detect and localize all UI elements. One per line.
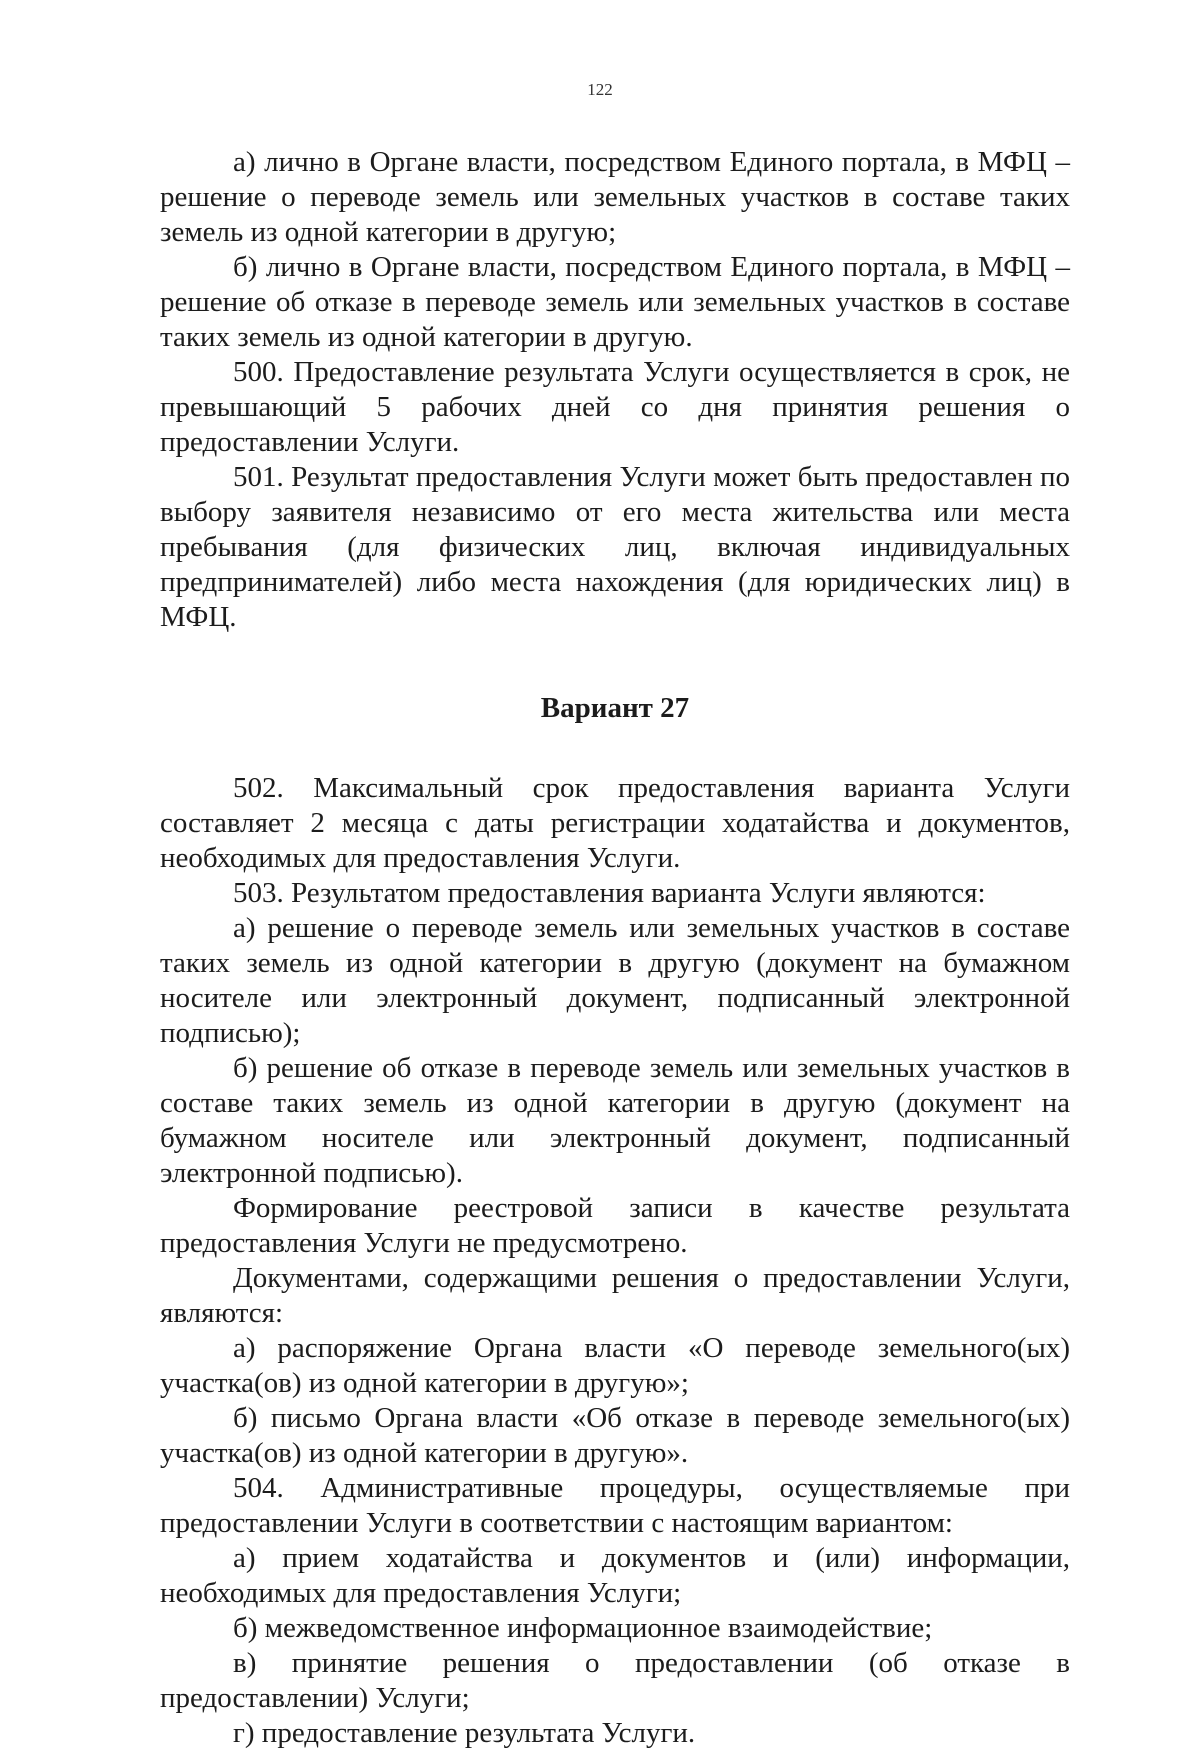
paragraph: 504. Административные процедуры, осуществляемые при предоставлении Услуги в соответствии с настоящим вариантом: — [160, 1472, 1070, 1539]
paragraph: 500. Предоставление результата Услуги осуществляется в срок, не превышающий 5 рабочих дней со дня принятия решения о предоставлении Услуги. — [160, 356, 1070, 458]
paragraph: а) прием ходатайства и документов и (или) информации, необходимых для предоставления Услуги; — [160, 1542, 1070, 1609]
paragraph: а) лично в Органе власти, посредством Единого портала, в МФЦ – решение о переводе земель или земельных участков в составе таких земель из одной категории в другую; — [160, 146, 1070, 248]
paragraph: Формирование реестровой записи в качестве результата предоставления Услуги не предусмотрено. — [160, 1192, 1070, 1259]
paragraph: б) лично в Органе власти, посредством Единого портала, в МФЦ – решение об отказе в переводе земель или земельных участков в составе таких земель из одной категории в другую. — [160, 251, 1070, 353]
paragraph: а) распоряжение Органа власти «О переводе земельного(ых) участка(ов) из одной категории в другую»; — [160, 1332, 1070, 1399]
paragraph: а) решение о переводе земель или земельных участков в составе таких земель из одной категории в другую (документ на бумажном носителе или электронный документ, подписанный электронной подписью); — [160, 912, 1070, 1049]
paragraph: б) межведомственное информационное взаимодействие; — [233, 1612, 933, 1644]
paragraph: Документами, содержащими решения о предоставлении Услуги, являются: — [160, 1262, 1070, 1329]
paragraph: 503. Результатом предоставления варианта Услуги являются: — [233, 877, 986, 909]
document-body — [160, 145, 1070, 1751]
paragraph: в) принятие решения о предоставлении (об отказе в предоставлении) Услуги; — [160, 1647, 1070, 1714]
paragraph: 502. Максимальный срок предоставления варианта Услуги составляет 2 месяца с даты регистрации ходатайства и документов, необходимых для предоставления Услуги. — [160, 772, 1070, 874]
paragraph: 501. Результат предоставления Услуги может быть предоставлен по выбору заявителя независимо от его места жительства или места пребывания (для физических лиц, включая индивидуальных предпринимателей) либо места нахождения (для юридических лиц) в МФЦ. — [160, 461, 1070, 633]
paragraph: б) решение об отказе в переводе земель или земельных участков в составе таких земель из одной категории в другую (документ на бумажном носителе или электронный документ, подписанный электронной подписью). — [160, 1052, 1070, 1189]
page-number: 122 — [587, 80, 613, 99]
section-heading: Вариант 27 — [540, 692, 690, 724]
paragraph: б) письмо Органа власти «Об отказе в переводе земельного(ых) участка(ов) из одной категории в другую». — [160, 1402, 1070, 1469]
paragraph: г) предоставление результата Услуги. — [233, 1717, 696, 1749]
